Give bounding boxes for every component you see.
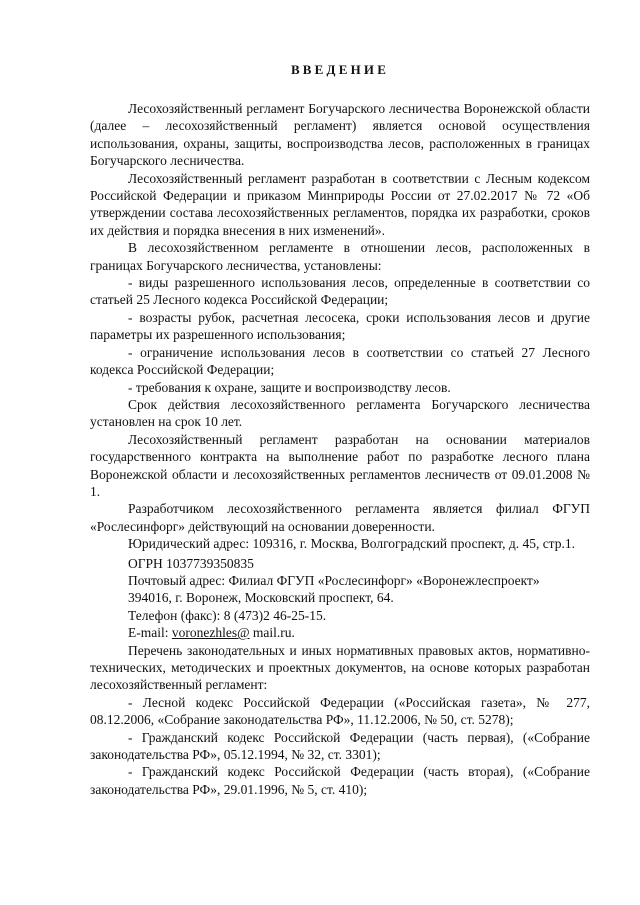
list-item-felling-ages: - возрасты рубок, расчетная лесосека, сроки использования лесов и другие параметры их разрешенного использования; [90, 309, 590, 343]
paragraph-basis: Лесохозяйственный регламент разработан в соответствии с Лесным кодексом Российской Федерации и приказом Минприроды России от 27.02.2017 № 72 «Об утверждении состава лесохозяйственных регламентов, порядка их разработки, сроков их действия и порядка внесения в них изменений». [90, 170, 590, 238]
legal-act-civil-code-1: - Гражданский кодекс Российской Федерации (часть первая), («Собрание законодательства РФ», 05.12.1994, № 32, ст. 3301); [90, 729, 590, 763]
page-title: ВВЕДЕНИЕ [290, 62, 390, 77]
list-item-restrictions: - ограничение использования лесов в соответствии со статьей 27 Лесного кодекса Российской Федерации; [90, 344, 590, 378]
paragraph-intro: Лесохозяйственный регламент Богучарского лесничества Воронежской области (далее – лесохозяйственный регламент) является основой осуществления использования, охраны, защиты, воспроизводства лесов, расположенных в границах Богучарского лесничества. [90, 101, 590, 169]
legal-act-civil-code-2: - Гражданский кодекс Российской Федерации (часть вторая), («Собрание законодательства РФ», 29.01.1996, № 5, ст. 410); [90, 764, 590, 797]
postal-address-line2: 394016, г. Воронеж, Московский проспект, 64. [128, 590, 394, 606]
paragraph-developer: Разработчиком лесохозяйственного регламента является филиал ФГУП «Рослесинфорг» действующий на основании доверенности. [90, 501, 590, 534]
paragraph-established: В лесохозяйственном регламенте в отношении лесов, расположенных в границах Богучарского лесничества, установлены: [90, 240, 590, 273]
email [90, 624, 590, 641]
email-link[interactable]: voronezhles@ [171, 625, 250, 641]
postal-address-line1: Почтовый адрес: Филиал ФГУП «Рослесинфорг» «Воронежлеспроект» [128, 572, 540, 588]
legal-address: Юридический адрес: 109316, г. Москва, Волгоградский проспект, д. 45, стр.1. [128, 536, 575, 552]
legal-act-forest-code: - Лесной кодекс Российской Федерации («Российская газета», № 277, 08.12.2006, «Собрание законодательства РФ», 11.12.2006, № 50, ст. 5278); [90, 694, 590, 728]
email-label: E-mail: [128, 625, 172, 641]
paragraph-materials: Лесохозяйственный регламент разработан на основании материалов государственного контракта на выполнение работ по разработке лесного плана Воронежской области и лесохозяйственных регламентов лесничеств от 09.01.2008 № 1. [90, 431, 590, 499]
phone: Телефон (факс): 8 (473)2 46-25-15. [128, 607, 327, 623]
email-domain: mail.ru. [249, 625, 295, 641]
list-item-protection: - требования к охране, защите и воспроизводству лесов. [128, 379, 451, 395]
paragraph-term: Срок действия лесохозяйственного регламента Богучарского лесничества установлен на срок 10 лет. [90, 396, 590, 430]
legal-acts-intro: Перечень законодательных и иных нормативных правовых актов, нормативно-технических, методических и проектных документов, на основе которых разработан лесохозяйственный регламент: [90, 642, 590, 693]
document-page [90, 62, 590, 798]
ogrn: ОГРН 1037739350835 [128, 555, 254, 571]
list-item-uses: - виды разрешенного использования лесов, определенные в соответствии со статьей 25 Лесного кодекса Российской Федерации; [90, 275, 590, 308]
